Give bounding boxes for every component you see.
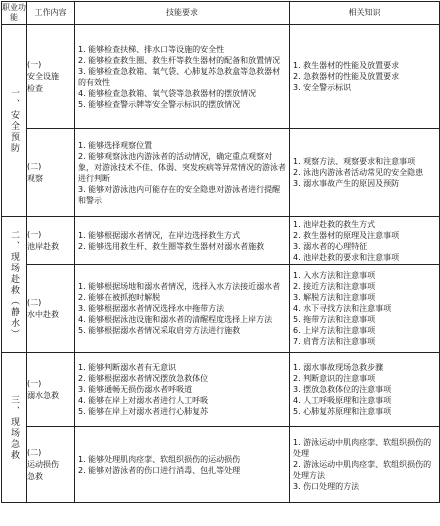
knowledge-cell: 1. 溺水事故现场急救步骤 2. 判断意识的注意事项 3. 摆放急救体位的注意事项 4. 人工呼吸原理和注意事项 5. 心肺复苏原理和注意事项 (290, 353, 440, 427)
header-skills: 技能要求 (75, 2, 290, 25)
content-cell: (二) 水中赴救 (27, 265, 75, 353)
content-cell: (一) 安全设施 检查 (27, 25, 75, 129)
skills-cell: 1. 能够处理肌肉痉挛、软组织损伤的运动损伤 2. 能够对游泳者的伤口进行消毒、包扎等处理 (75, 427, 290, 503)
knowledge-cell: 1. 观察方法、观察要求和注意事项 2. 泳池内游泳者活动常见的安全隐患 3. 溺水事故产生的原因及预防 (290, 129, 440, 217)
table-row (2, 25, 440, 129)
function-cell: 一、安全预防 (2, 25, 27, 217)
content-cell: (二) 运动损伤 急救 (27, 427, 75, 503)
skills-cell: 1. 能够根据场地和溺水者情况，选择入水方法接近溺水者 2. 能够在被抓抱时解脱 3. 能够根据溺水者情况选择水中拖带方法 4. 能够根据泳池设施和溺水者的清醒程度选择上岸方法 5. 能够根据溺水者情况采取肩旁方法进行施救 (75, 265, 290, 353)
function-cell: 二、现场赴救（静水） (2, 217, 27, 353)
header-function: 职业功能 (2, 2, 27, 25)
knowledge-cell: 1. 游泳运动中肌肉痉挛、软组织损伤的处理 2. 游泳运动中肌肉痉挛、软组织损伤的处理方法 3. 伤口处理的方法 (290, 427, 440, 503)
skills-cell: 1. 能够根据溺水者情况，在岸边选择救生方式 2. 能够选用救生杆、救生圈等救生器材对溺水者施救 (75, 217, 290, 265)
table-row (2, 427, 440, 503)
skills-cell: 1. 能够判断溺水者有无意识 2. 能够根据溺水者情况摆放急救体位 3. 能够通畅无损伤溺水者呼吸道 4. 能够在岸上对溺水者进行人工呼吸 5. 能够在岸上对溺水者进行心肺复苏 (75, 353, 290, 427)
skills-cell: 1. 能够选择观察位置 2. 能够观察泳池内游泳者的活动情况，确定重点观察对象，对游泳技术不佳、体弱、突发疾病等异常情况的游泳者进行判断 3. 能够对游泳池内可能存在的安全隐患对游泳者进行提醒和警示 (75, 129, 290, 217)
skills-cell: 1. 能够检查扶梯、排水口等设施的安全性 2. 能够检查救生圈、救生杆等救生器材的配备和放置情况 3. 能够检查急救箱、氧气袋、心肺复苏急救盒等急救器材的有效性 4. 能够检查急救箱、氧气袋等急救器材的摆放情况 5. 能够检查警示牌等安全警示标识的摆放情况 (75, 25, 290, 129)
header-knowledge: 相关知识 (290, 2, 440, 25)
knowledge-cell: 1. 救生器材的性能及放置要求 2. 急救器材的性能及放置要求 3. 安全警示标识 (290, 25, 440, 129)
table-row (2, 353, 440, 427)
content-cell: (一) 池岸赴救 (27, 217, 75, 265)
table-row (2, 265, 440, 353)
knowledge-cell: 1. 入水方法和注意事项 2. 接近方法和注意事项 3. 解脱方法和注意事项 4. 水下寻找方法和注意事项 5. 拖带方法和注意事项 6. 上岸方法和注意事项 7. 肩背方法和注意事项 (290, 265, 440, 353)
knowledge-cell: 1. 池岸赴救的救生方式 2. 救生器材的原理及注意事项 3. 溺水者的心理特征 4. 池岸赴救的要求和注意事项 (290, 217, 440, 265)
function-cell: 三、现场急救 (2, 353, 27, 503)
content-cell: (二) 观察 (27, 129, 75, 217)
header-row (2, 2, 440, 25)
header-content: 工作内容 (27, 2, 75, 25)
content-cell: (一) 溺水急救 (27, 353, 75, 427)
table-row (2, 129, 440, 217)
table-row (2, 217, 440, 265)
skills-table (1, 1, 440, 503)
